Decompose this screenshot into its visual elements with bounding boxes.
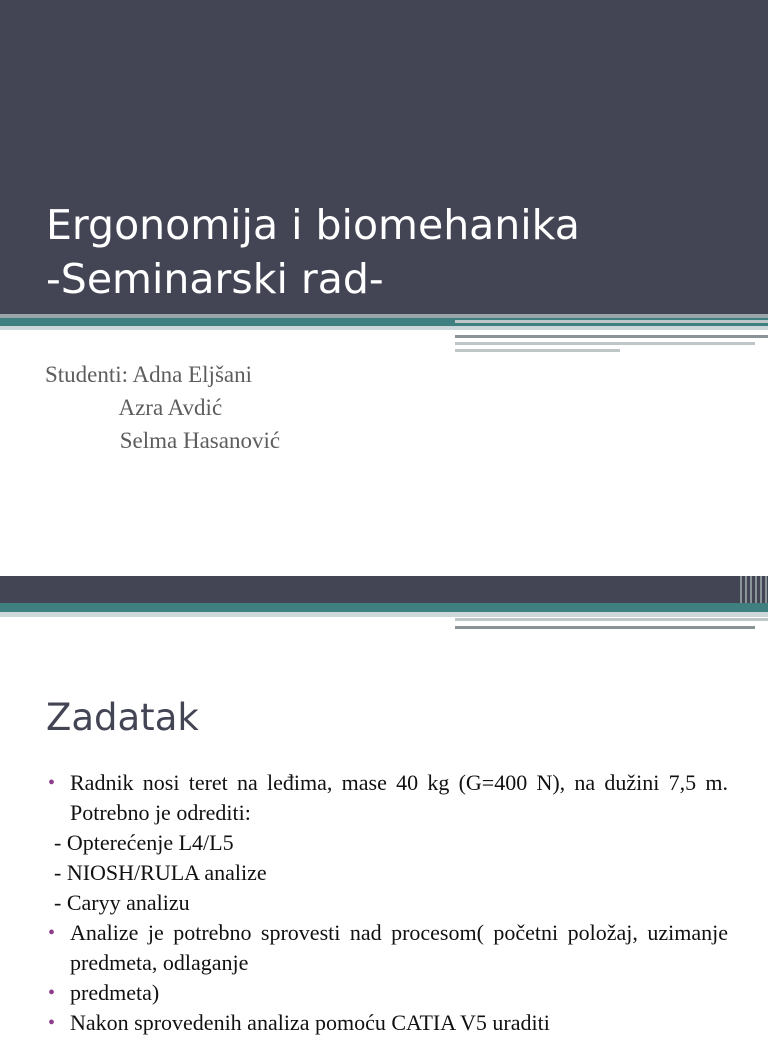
title-line-2: -Seminarski rad-	[46, 255, 384, 303]
deco-line	[455, 342, 755, 345]
bullet-item: • Analize je potrebno sprovesti nad procesom( početni položaj, uzimanje predmeta, odlaganje	[48, 918, 728, 978]
bullet-item: • Radnik nosi teret na leđima, mase 40 kg (G=400 N), na dužini 7,5 m. Potrebno je odrediti:	[48, 768, 728, 828]
list-item: - NIOSH/RULA analize	[54, 860, 267, 885]
deco-hatch	[740, 576, 768, 603]
slide2-stripe-light	[0, 612, 768, 617]
bullet-item: • Nakon sprovedenih analiza pomoću CATIA V5 uraditi	[48, 1008, 728, 1038]
student-line: Selma Hasanović	[45, 428, 281, 453]
bullet-item: • predmeta)	[48, 978, 728, 1008]
students-list	[45, 358, 280, 457]
deco-line	[455, 320, 768, 323]
slide1-title	[46, 198, 746, 306]
slide2-header	[0, 576, 768, 603]
deco-line	[455, 335, 768, 338]
slide2-heading: Zadatak	[46, 696, 199, 739]
deco-line	[455, 618, 768, 621]
task-content	[48, 768, 728, 1038]
stripe-light	[0, 326, 768, 330]
title-line-1: Ergonomija i biomehanika	[46, 201, 580, 249]
deco-line	[455, 626, 755, 629]
list-item: - Opterećenje L4/L5	[54, 830, 234, 855]
slide2-stripe-teal	[0, 603, 768, 612]
list-item: - Caryy analizu	[54, 890, 190, 915]
deco-line	[455, 349, 620, 352]
student-line: Studenti: Adna Eljšani	[45, 362, 252, 387]
student-line: Azra Avdić	[45, 395, 223, 420]
